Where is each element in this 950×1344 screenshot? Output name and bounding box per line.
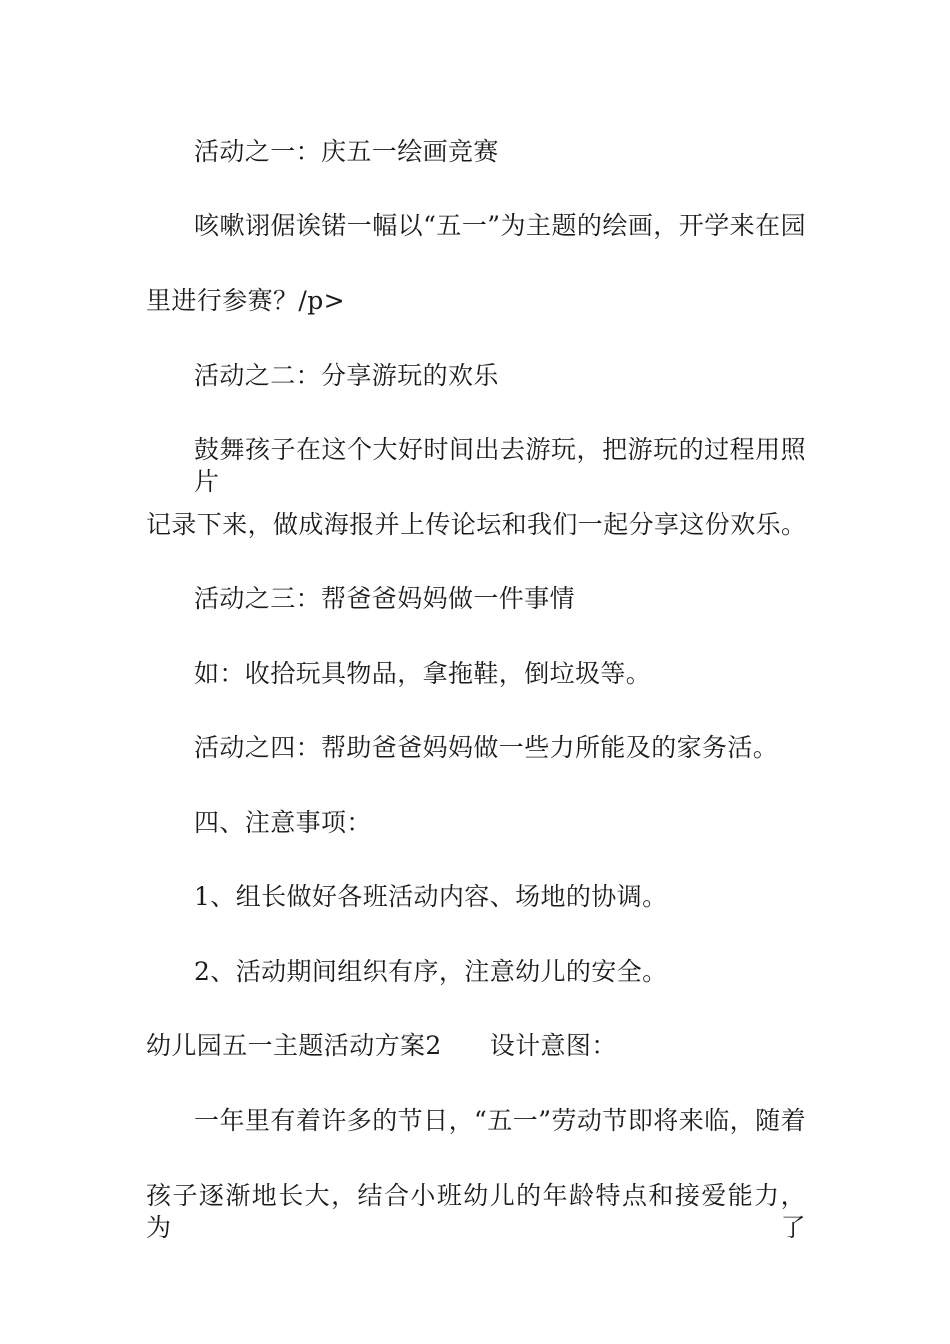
activity-two-text-line-1: 鼓舞孩子在这个大好时间出去游玩，把游玩的过程用照片: [194, 435, 806, 496]
activity-two-text-line-2: 记录下来，做成海报并上传论坛和我们一起分享这份欢乐。: [146, 510, 807, 539]
activity-one-text-line-2: 里进行参赛？/p>: [146, 286, 345, 315]
activity-three-text: 如：收拾玩具物品，拿拖鞋，倒垃圾等。: [194, 659, 652, 688]
note-item-1: 1、组长做好各班活动内容、场地的协调。: [194, 882, 668, 911]
activity-one-heading: 活动之一：庆五一绘画竞赛: [194, 137, 499, 166]
activity-three-heading: 活动之三：帮爸爸妈妈做一件事情: [194, 584, 576, 613]
activity-one-text-line-1: 咳嗽诩倨诶锘一幅以“五一”为主题的绘画，开学来在园: [194, 211, 806, 240]
activity-four-heading: 活动之四：帮助爸爸妈妈做一些力所能及的家务活。: [194, 733, 779, 762]
section-heading-row: [146, 1030, 806, 1062]
activity-two-heading: 活动之二：分享游玩的欢乐: [194, 361, 499, 390]
section-heading: 幼儿园五一主题活动方案2: [146, 1031, 442, 1060]
design-intent-line-2: 孩子逐渐地长大，结合小班幼儿的年龄特点和接爱能力，为了: [146, 1181, 806, 1242]
notes-heading: 四、注意事项：: [194, 808, 372, 837]
note-item-2: 2、活动期间组织有序，注意幼儿的安全。: [194, 957, 668, 986]
section-subheading: 设计意图：: [489, 1031, 617, 1060]
design-intent-line-1: 一年里有着许多的节日，“五一”劳动节即将来临，随着: [194, 1106, 806, 1135]
